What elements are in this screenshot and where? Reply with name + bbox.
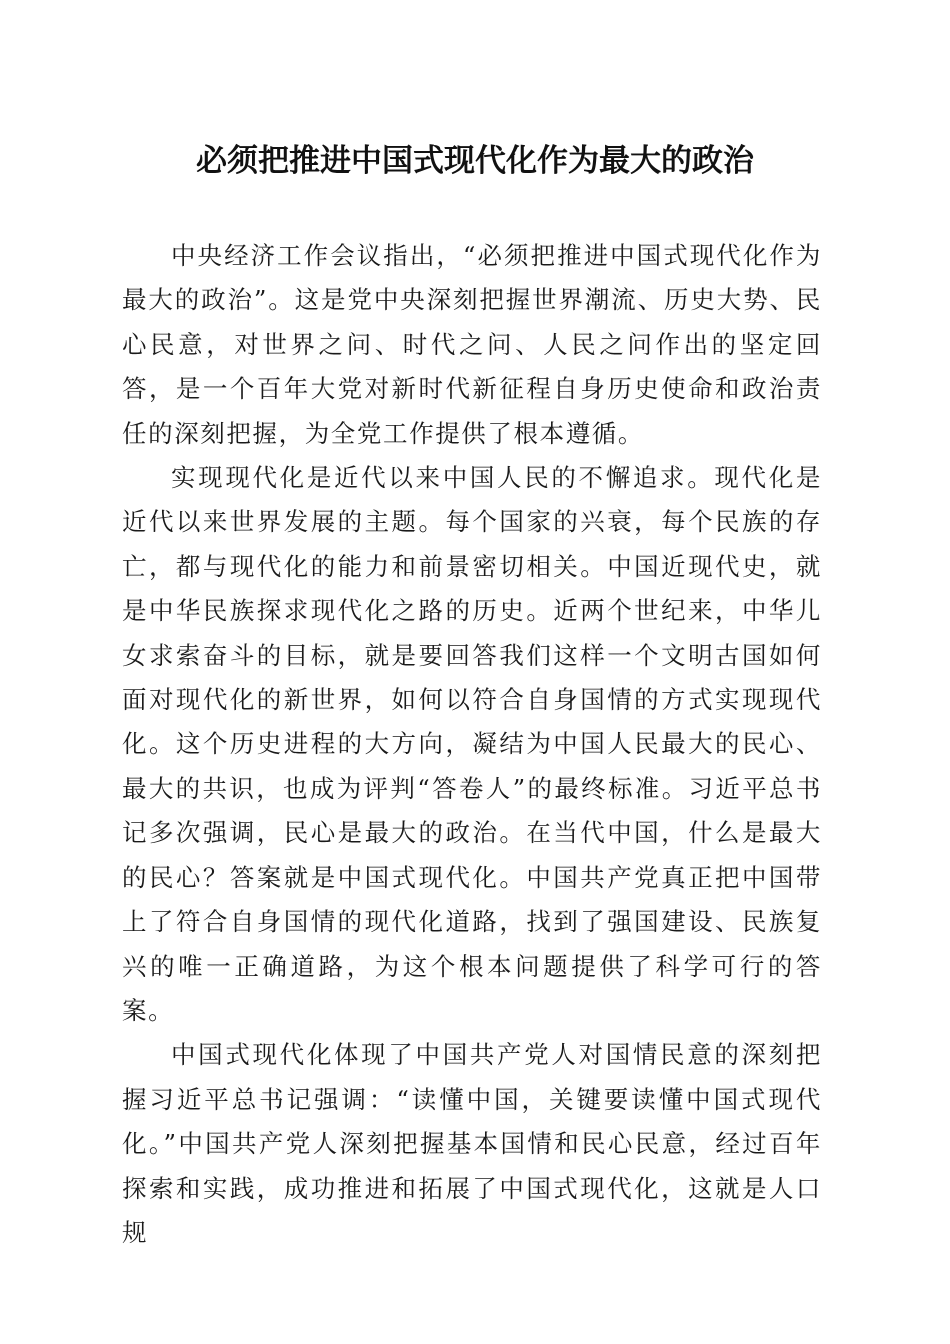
paragraph-2: 实现现代化是近代以来中国人民的不懈追求。现代化是近代以来世界发展的主题。每个国家的兴衰，每个民族的存亡，都与现代化的能力和前景密切相关。中国近现代史，就是中华民族探求现代化之路的历史。近两个世纪来，中华儿女求索奋斗的目标，就是要回答我们这样一个文明古国如何面对现代化的新世界，如何以符合自身国情的方式实现现代化。这个历史进程的大方向，凝结为中国人民最大的民心、最大的共识，也成为评判“答卷人”的最终标准。习近平总书记多次强调，民心是最大的政治。在当代中国，什么是最大的民心？答案就是中国式现代化。中国共产党真正把中国带上了符合自身国情的现代化道路，找到了强国建设、民族复兴的唯一正确道路，为这个根本问题提供了科学可行的答案。 bbox=[122, 463, 822, 1025]
paragraph-1: 中央经济工作会议指出，“必须把推进中国式现代化作为最大的政治”。这是党中央深刻把握世界潮流、历史大势、民心民意，对世界之问、时代之问、人民之问作出的坚定回答，是一个百年大党对新时代新征程自身历史使命和政治责任的深刻把握，为全党工作提供了根本遵循。 bbox=[122, 241, 822, 448]
document-body bbox=[122, 234, 822, 1255]
paragraph-3: 中国式现代化体现了中国共产党人对国情民意的深刻把握习近平总书记强调：“读懂中国，关键要读懂中国式现代化。”中国共产党人深刻把握基本国情和民心民意，经过百年探索和实践，成功推进和拓展了中国式现代化，这就是人口规 bbox=[122, 1040, 822, 1247]
document-title: 必须把推进中国式现代化作为最大的政治 bbox=[196, 143, 754, 179]
